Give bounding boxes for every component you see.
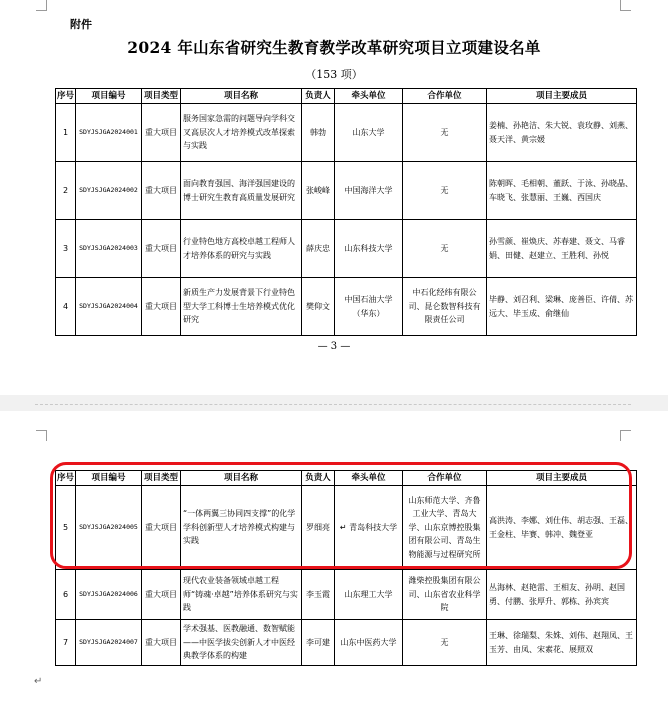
cell-lead-unit: 中国海洋大学 xyxy=(335,162,403,220)
cell-code: SDYJSJGA2024003 xyxy=(76,220,142,278)
table-row xyxy=(56,162,637,220)
cell-type: 重大项目 xyxy=(142,278,181,336)
header-leader: 负责人 xyxy=(302,89,335,104)
header-type: 项目类型 xyxy=(142,471,181,486)
table-row xyxy=(56,220,637,278)
cell-members: 陈朝晖、毛相朝、董跃、于泳、孙晓晶、车晓飞、张慧丽、王巍、西国庆 xyxy=(487,162,637,220)
header-code: 项目编号 xyxy=(76,89,142,104)
table-row xyxy=(56,278,637,336)
cell-type: 重大项目 xyxy=(142,220,181,278)
cell-code: SDYJSJGA2024002 xyxy=(76,162,142,220)
header-members: 项目主要成员 xyxy=(487,471,637,486)
page-corner-mark xyxy=(620,0,631,11)
cell-name: “一体两翼三协同四支撑”的化学学科创新型人才培养模式构建与实践 xyxy=(181,486,302,570)
table-header-row xyxy=(56,471,637,486)
cell-partner: 山东师范大学、齐鲁工业大学、青岛大学、山东京博控股集团有限公司、青岛生物能源与过程研究所 xyxy=(403,486,487,570)
cell-type: 重大项目 xyxy=(142,620,181,666)
cell-members: 孙雪颜、崔焕庆、苏春建、聂文、马睿娟、田健、赵建立、王胜利、孙悦 xyxy=(487,220,637,278)
page-break-gap xyxy=(0,395,668,411)
table-header-row xyxy=(56,89,637,104)
cell-partner: 无 xyxy=(403,220,487,278)
table-row xyxy=(56,620,637,666)
document-title: 2024 年山东省研究生教育教学改革研究项目立项建设名单 xyxy=(127,38,541,57)
cell-leader: 罗细亮 xyxy=(302,486,335,570)
cell-lead-unit: 山东理工大学 xyxy=(335,570,403,620)
header-partner: 合作单位 xyxy=(403,471,487,486)
attachment-label: 附件 xyxy=(70,18,92,31)
cell-no: 7 xyxy=(56,620,76,666)
page-corner-mark xyxy=(36,0,47,11)
cell-leader: 薛庆忠 xyxy=(302,220,335,278)
cell-no: 5 xyxy=(56,486,76,570)
cell-members: 毕静、刘召利、梁琳、庞善臣、许倩、苏远大、毕玉成、俞继仙 xyxy=(487,278,637,336)
page-corner-mark xyxy=(36,430,47,441)
cell-partner: 中石化经纬有限公司、昆仑数智科技有限责任公司 xyxy=(403,278,487,336)
cell-leader: 李玉霞 xyxy=(302,570,335,620)
cell-lead-unit: 中国石油大学（华东） xyxy=(335,278,403,336)
cell-no: 4 xyxy=(56,278,76,336)
cell-members: 丛海林、赵艳雷、王相友、孙明、赵国勇、付鹏、张厚升、郭栋、孙宾宾 xyxy=(487,570,637,620)
cell-members: 姜楠、孙艳洁、朱大锐、袁玫静、刘燕、聂天洋、黄宗媛 xyxy=(487,104,637,162)
page-break-line xyxy=(35,404,631,405)
project-table-page-2 xyxy=(55,470,637,666)
cell-members: 高洪涛、李娜、刘仕伟、胡志强、王磊、王金柱、毕赛、韩冲、魏登亚 xyxy=(487,486,637,570)
cell-code: SDYJSJGA2024005 xyxy=(76,486,142,570)
cell-type: 重大项目 xyxy=(142,162,181,220)
table-row xyxy=(56,486,637,570)
cell-name: 新质生产力发展背景下行业特色型大学工科博士生培养模式优化研究 xyxy=(181,278,302,336)
header-code: 项目编号 xyxy=(76,471,142,486)
cell-code: SDYJSJGA2024004 xyxy=(76,278,142,336)
cell-leader: 李可建 xyxy=(302,620,335,666)
project-table-page-1 xyxy=(55,88,637,336)
cell-partner: 潍柴控股集团有限公司、山东省农业科学院 xyxy=(403,570,487,620)
cell-type: 重大项目 xyxy=(142,570,181,620)
cell-leader: 韩勃 xyxy=(302,104,335,162)
header-lead-unit: 牵头单位 xyxy=(335,471,403,486)
cell-type: 重大项目 xyxy=(142,104,181,162)
cell-code: SDYJSJGA2024001 xyxy=(76,104,142,162)
cell-name: 服务国家急需的问题导向学科交叉高层次人才培养模式改革探索与实践 xyxy=(181,104,302,162)
cell-no: 6 xyxy=(56,570,76,620)
cell-no: 3 xyxy=(56,220,76,278)
cell-lead-unit: 山东大学 xyxy=(335,104,403,162)
cell-name: 行业特色地方高校卓越工程师人才培养体系的研究与实践 xyxy=(181,220,302,278)
cell-name: 现代农业装备领域卓越工程师“铸魂·卓越”培养体系研究与实践 xyxy=(181,570,302,620)
header-name: 项目名称 xyxy=(181,471,302,486)
cell-partner: 无 xyxy=(403,162,487,220)
header-no: 序号 xyxy=(56,89,76,104)
cell-name: 学术强基、医教融通、数智赋能——中医学拔尖创新人才中医经典教学体系的构建 xyxy=(181,620,302,666)
cell-type: 重大项目 xyxy=(142,486,181,570)
cell-partner: 无 xyxy=(403,620,487,666)
cell-no: 1 xyxy=(56,104,76,162)
cell-lead-unit: 山东科技大学 xyxy=(335,220,403,278)
page-corner-mark xyxy=(620,430,631,441)
cell-members: 王琳、徐瑞梨、朱姝、刘伟、赵翔凤、王玉芳、由凤、宋素花、展照双 xyxy=(487,620,637,666)
cell-code: SDYJSJGA2024007 xyxy=(76,620,142,666)
table-row xyxy=(56,104,637,162)
header-members: 项目主要成员 xyxy=(487,89,637,104)
cell-leader: 樊仰文 xyxy=(302,278,335,336)
header-partner: 合作单位 xyxy=(403,89,487,104)
cell-code: SDYJSJGA2024006 xyxy=(76,570,142,620)
cell-lead-unit: 山东中医药大学 xyxy=(335,620,403,666)
header-leader: 负责人 xyxy=(302,471,335,486)
cell-no: 2 xyxy=(56,162,76,220)
header-name: 项目名称 xyxy=(181,89,302,104)
table-row xyxy=(56,570,637,620)
header-no: 序号 xyxy=(56,471,76,486)
paragraph-mark: ↵ xyxy=(34,676,43,687)
cell-name: 面向教育强国、海洋强国建设的博士研究生教育高质量发展研究 xyxy=(181,162,302,220)
page-number: — 3 — xyxy=(317,341,351,352)
cell-lead-unit: ↵ 青岛科技大学 xyxy=(335,486,403,570)
header-type: 项目类型 xyxy=(142,89,181,104)
project-count: （153 项） xyxy=(305,68,363,81)
cell-leader: 张峻峰 xyxy=(302,162,335,220)
cell-partner: 无 xyxy=(403,104,487,162)
header-lead-unit: 牵头单位 xyxy=(335,89,403,104)
